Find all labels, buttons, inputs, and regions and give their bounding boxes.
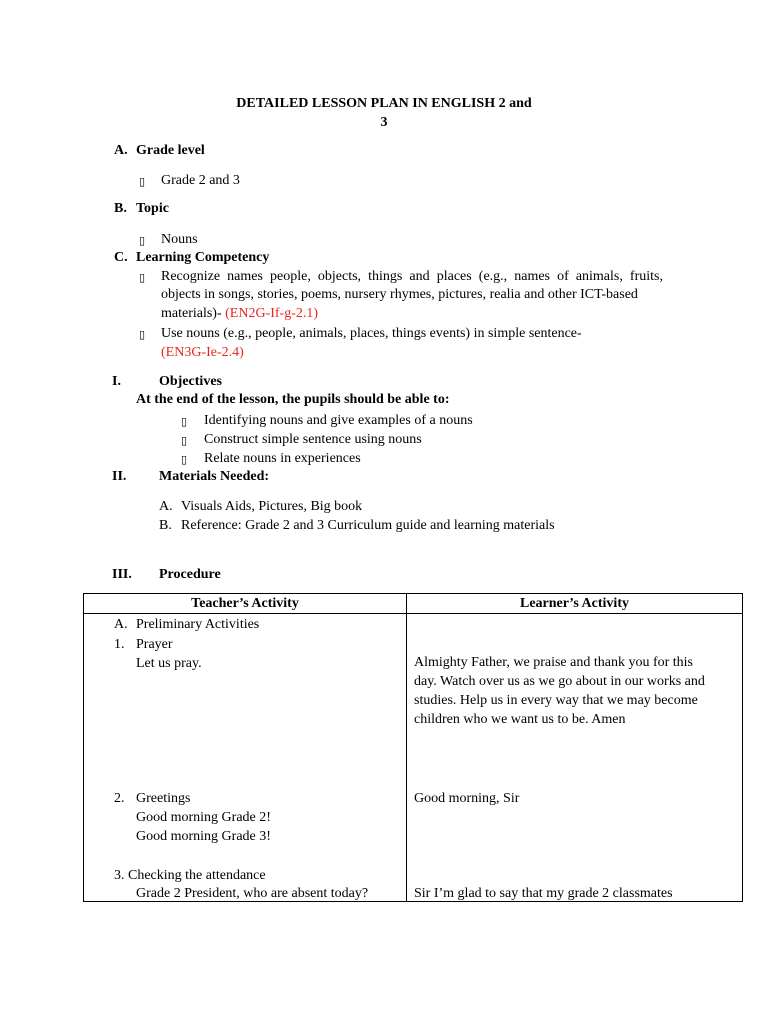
- objectives-numeral: I.: [112, 374, 121, 389]
- competency-2-code: (EN3G-Ie-2.4): [161, 345, 244, 360]
- section-c-letter: C.: [114, 250, 128, 265]
- competency-1-text: materials)-: [161, 306, 222, 321]
- objectives-heading: Objectives: [159, 374, 222, 389]
- competency-1-line2: objects in songs, stories, poems, nursery rhymes, pictures, realia and other ICT-based: [161, 287, 638, 302]
- competency-1-line3: [161, 304, 318, 323]
- greetings-label: Greetings: [136, 791, 191, 806]
- attendance-label: 3. Checking the attendance: [114, 868, 266, 883]
- learner-prayer-line: studies. Help us in every way that we may become: [414, 693, 698, 708]
- grade-level-item: Grade 2 and 3: [161, 173, 240, 188]
- bullet-icon: ▯: [181, 453, 188, 466]
- materials-b-text: Reference: Grade 2 and 3 Curriculum guide and learning materials: [181, 518, 555, 533]
- learner-attendance-reply: Sir I’m glad to say that my grade 2 classmates: [414, 886, 673, 901]
- teacher-greeting-1: Good morning Grade 2!: [136, 810, 271, 825]
- bullet-icon: ▯: [139, 234, 146, 247]
- section-a-letter: A.: [114, 143, 128, 158]
- materials-b-letter: B.: [159, 518, 172, 533]
- competency-1-code: (EN2G-If-g-2.1): [225, 306, 319, 321]
- attendance-question: Grade 2 President, who are absent today?: [136, 886, 369, 901]
- procedure-numeral: III.: [112, 567, 132, 582]
- bullet-icon: ▯: [139, 328, 146, 341]
- section-c-heading: Learning Competency: [136, 250, 270, 265]
- prayer-label: Prayer: [136, 637, 173, 652]
- prayer-number: 1.: [114, 637, 125, 652]
- competency-2-line1: Use nouns (e.g., people, animals, places, things events) in simple sentence-: [161, 326, 582, 341]
- document-title-line2: 3: [380, 115, 388, 130]
- learner-activity-header: Learner’s Activity: [520, 596, 629, 611]
- competency-1-line1: Recognize names people, objects, things and places (e.g., names of animals, fruits,: [161, 269, 663, 284]
- table-header-divider: [84, 613, 742, 614]
- prelim-activities: Preliminary Activities: [136, 617, 260, 632]
- bullet-icon: ▯: [139, 175, 146, 188]
- objective-item: Identifying nouns and give examples of a nouns: [204, 413, 473, 428]
- table-column-divider: [406, 594, 407, 901]
- bullet-icon: ▯: [139, 271, 146, 284]
- prelim-letter: A.: [114, 617, 128, 632]
- teacher-greeting-2: Good morning Grade 3!: [136, 829, 271, 844]
- objectives-intro: At the end of the lesson, the pupils should be able to:: [136, 392, 450, 407]
- teacher-activity-header: Teacher’s Activity: [191, 596, 299, 611]
- materials-a-letter: A.: [159, 499, 173, 514]
- materials-heading: Materials Needed:: [159, 469, 270, 484]
- objective-item: Relate nouns in experiences: [204, 451, 361, 466]
- greetings-number: 2.: [114, 791, 125, 806]
- procedure-table: [83, 593, 743, 902]
- teacher-prayer-line: Let us pray.: [136, 656, 202, 671]
- learner-prayer-line: children who we want us to be. Amen: [414, 712, 626, 727]
- learner-prayer-line: Almighty Father, we praise and thank you for this: [414, 655, 693, 670]
- section-b-heading: Topic: [136, 201, 169, 216]
- section-a-heading: Grade level: [136, 143, 205, 158]
- topic-item: Nouns: [161, 232, 198, 247]
- materials-a-text: Visuals Aids, Pictures, Big book: [181, 499, 363, 514]
- objective-item: Construct simple sentence using nouns: [204, 432, 422, 447]
- procedure-heading: Procedure: [159, 567, 221, 582]
- learner-greeting-reply: Good morning, Sir: [414, 791, 520, 806]
- bullet-icon: ▯: [181, 434, 188, 447]
- document-title-line1: DETAILED LESSON PLAN IN ENGLISH 2 and: [236, 96, 532, 111]
- learner-prayer-line: day. Watch over us as we go about in our works and: [414, 674, 705, 689]
- section-b-letter: B.: [114, 201, 127, 216]
- bullet-icon: ▯: [181, 415, 188, 428]
- materials-numeral: II.: [112, 469, 127, 484]
